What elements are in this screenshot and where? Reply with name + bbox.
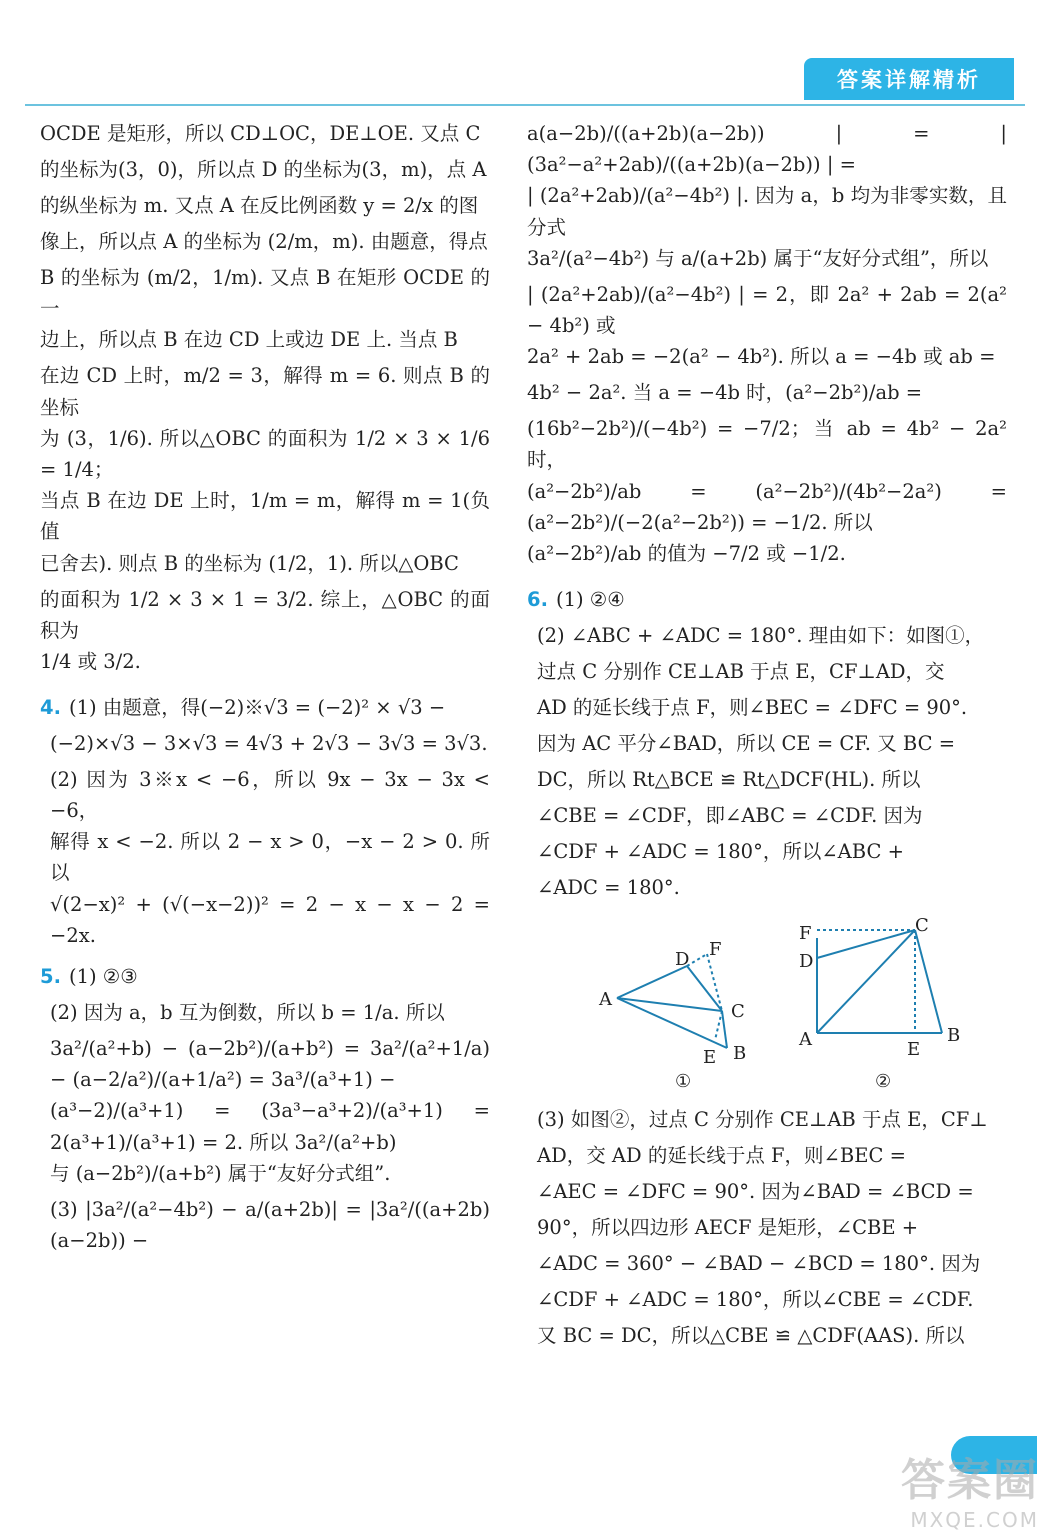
text-line: AD 的延长线于点 F，则∠BEC = ∠DFC = 90°.: [537, 695, 968, 719]
text-line: 已舍去). 则点 B 的坐标为 (1/2，1). 所以△OBC: [40, 551, 459, 575]
text-line: (3) 如图②，过点 C 分别作 CE⊥AB 于点 E，CF⊥: [537, 1107, 988, 1131]
question-5-continued: [527, 118, 1007, 574]
question-4: [40, 692, 490, 951]
geometry-figures: [577, 914, 997, 1098]
text-line: (a²−2b²)/ab = (a²−2b²)/(4b²−2a²) = (a²−2b²)/(−2(a²−2b²)) = −1/2. 所以: [527, 479, 1007, 534]
text-line: AD，交 AD 的延长线于点 F，则∠BEC =: [537, 1143, 906, 1167]
figures-svg: [577, 918, 997, 1098]
text-line: 2a² + 2ab = −2(a² − 4b²). 所以 a = −4b 或 ab =: [527, 345, 996, 369]
fig1-label-D: D: [675, 948, 690, 970]
fig1-segment-CE: [715, 1011, 722, 1040]
text-line: | (2a²+2ab)/(a²−4b²) |. 因为 a，b 均为非零实数，且分式: [527, 184, 1007, 239]
question-number: 4.: [40, 695, 61, 719]
text-line: ∠CBE = ∠CDF，即∠ABC = ∠CDF. 因为: [537, 803, 923, 827]
fig1-segment-DC: [687, 966, 722, 1011]
left-column: [40, 118, 490, 1266]
question-number: 6.: [527, 587, 548, 611]
question-5: [40, 961, 490, 1256]
text-line: 的面积为 1/2 × 3 × 1 = 3/2. 综上，△OBC 的面积为: [40, 587, 490, 642]
watermark-cn: 答案圈: [901, 1455, 1039, 1506]
watermark-logo: [849, 1444, 1039, 1532]
text-line: 与 (a−2b²)/(a+b²) 属于“友好分式组”.: [50, 1161, 391, 1185]
text-line: [40, 961, 490, 997]
fig2-caption: ②: [875, 1070, 892, 1092]
text-line: 为 (3，1/6). 所以△OBC 的面积为 1/2 × 3 × 1/6 = 1/4；: [40, 426, 490, 481]
fig2-label-F: F: [799, 922, 812, 944]
fig1-segment-DF: [687, 954, 707, 966]
question-6-part-3: [527, 1104, 1007, 1356]
fig1-label-A: A: [599, 988, 612, 1010]
text-line: a(a−2b)/((a+2b)(a−2b)) | = | (3a²−a²+2ab)/((a+2b)(a−2b)) | =: [527, 122, 1007, 177]
text-line: √(2−x)² + (√(−x−2))² = 2 − x − x − 2 = −2x.: [50, 892, 490, 947]
text-line: 过点 C 分别作 CE⊥AB 于点 E，CF⊥AD，交: [537, 659, 945, 683]
text-line: DC，所以 Rt△BCE ≌ Rt△DCF(HL). 所以: [537, 767, 921, 791]
text-line: B 的坐标为 (m/2，1/m). 又点 B 在矩形 OCDE 的一: [40, 266, 490, 321]
text-line: OCDE 是矩形，所以 CD⊥OC，DE⊥OE. 又点 C: [40, 122, 481, 145]
fig2-label-D: D: [799, 950, 814, 972]
text-line: (2) 因为 3※x < −6，所以 9x − 3x − 3x < −6，: [50, 767, 490, 823]
text-line: (3) |3a²/(a²−4b²) − a/(a+2b)| = |3a²/((a+2b)(a−2b)) −: [50, 1197, 490, 1252]
fig1-segment-CB: [722, 1011, 727, 1048]
text-line: [40, 692, 490, 728]
text-line: (2) 因为 a，b 互为倒数，所以 b = 1/a. 所以: [50, 1001, 445, 1024]
text-line-content: (1) 由题意，得(−2)※√3 = (−2)² × √3 −: [68, 695, 446, 719]
paragraph-3-continued: [40, 118, 490, 682]
fig2-label-A: A: [799, 1028, 812, 1050]
fig2-label-B: B: [947, 1024, 961, 1046]
text-line: 的坐标为(3，0)，所以点 D 的坐标为(3，m)，点 A: [40, 158, 487, 181]
text-line: 3a²/(a²−4b²) 与 a/(a+2b) 属于“友好分式组”，所以: [527, 246, 989, 270]
figure-1: [617, 954, 727, 1048]
text-line: 像上，所以点 A 的坐标为 (2/m，m). 由题意，得点: [40, 230, 488, 253]
text-line: (2) ∠ABC + ∠ADC = 180°. 理由如下：如图①，: [537, 623, 985, 647]
text-line: ∠AEC = ∠DFC = 90°. 因为∠BAD = ∠BCD =: [537, 1179, 974, 1203]
text-line: 解得 x < −2. 所以 2 − x > 0，−x − 2 > 0. 所以: [50, 830, 490, 885]
text-line: [527, 584, 1007, 620]
watermark-en: MXQE.COM: [910, 1508, 1039, 1532]
header-rule: [25, 104, 1025, 106]
fig1-label-B: B: [733, 1042, 747, 1064]
text-line: 3a²/(a²+b) − (a−2b²)/(a+b²) = 3a²/(a²+1/a) − (a−2/a²)/(a+1/a²) = 3a³/(a³+1) −: [50, 1037, 490, 1092]
text-line: (−2)×√3 − 3×√3 = 4√3 + 2√3 − 3√3 = 3√3.: [50, 731, 488, 755]
text-line: 1/4 或 3/2.: [40, 649, 141, 673]
text-line: 当点 B 在边 DE 上时，1/m = m，解得 m = 1(负值: [40, 489, 490, 544]
question-6: [527, 584, 1007, 908]
right-column: [527, 118, 1007, 1366]
text-line: (a²−2b²)/ab 的值为 −7/2 或 −1/2.: [527, 541, 846, 565]
text-line: (a³−2)/(a³+1) = (3a³−a³+2)/(a³+1) = 2(a³+1)/(a³+1) = 2. 所以 3a²/(a²+b): [50, 1099, 490, 1154]
text-line: 4b² − 2a². 当 a = −4b 时，(a²−2b²)/ab =: [527, 381, 923, 405]
text-line-content: (1) ②③: [68, 965, 138, 988]
fig1-label-E: E: [703, 1046, 717, 1068]
fig2-label-E: E: [907, 1038, 921, 1060]
question-number: 5.: [40, 965, 61, 988]
text-line: ∠CDF + ∠ADC = 180°，所以∠ABC +: [537, 839, 904, 863]
fig2-label-C: C: [915, 914, 929, 936]
text-line: ∠ADC = 360° − ∠BAD − ∠BCD = 180°. 因为: [537, 1251, 981, 1275]
fig2-segment-CB: [915, 930, 942, 1033]
fig1-caption: ①: [675, 1070, 692, 1092]
figure-2: [817, 930, 942, 1033]
text-line-content: (1) ②④: [555, 587, 625, 611]
fig1-label-C: C: [731, 1000, 745, 1022]
text-line: | (2a²+2ab)/(a²−4b²) | = 2，即 2a² + 2ab = 2(a² − 4b²) 或: [527, 282, 1007, 337]
text-line: 因为 AC 平分∠BAD，所以 CE = CF. 又 BC =: [537, 731, 956, 755]
text-line: 又 BC = DC，所以△CBE ≌ △CDF(AAS). 所以: [537, 1323, 965, 1347]
text-line: 在边 CD 上时，m/2 = 3，解得 m = 6. 则点 B 的坐标: [40, 364, 490, 419]
text-line: 的纵坐标为 m. 又点 A 在反比例函数 y = 2/x 的图: [40, 194, 479, 217]
text-line: 边上，所以点 B 在边 CD 上或边 DE 上. 当点 B: [40, 328, 458, 352]
text-line: ∠CDF + ∠ADC = 180°，所以∠CBE = ∠CDF.: [537, 1287, 974, 1311]
fig2-segment-AC: [817, 930, 915, 1033]
header-section-tab: 答案详解精析: [804, 58, 1014, 100]
text-line: (16b²−2b²)/(−4b²) = −7/2；当 ab = 4b² − 2a² 时，: [527, 417, 1007, 472]
fig1-label-F: F: [709, 938, 722, 960]
text-line: 90°，所以四边形 AECF 是矩形，∠CBE +: [537, 1215, 919, 1239]
text-line: ∠ADC = 180°.: [537, 875, 680, 899]
